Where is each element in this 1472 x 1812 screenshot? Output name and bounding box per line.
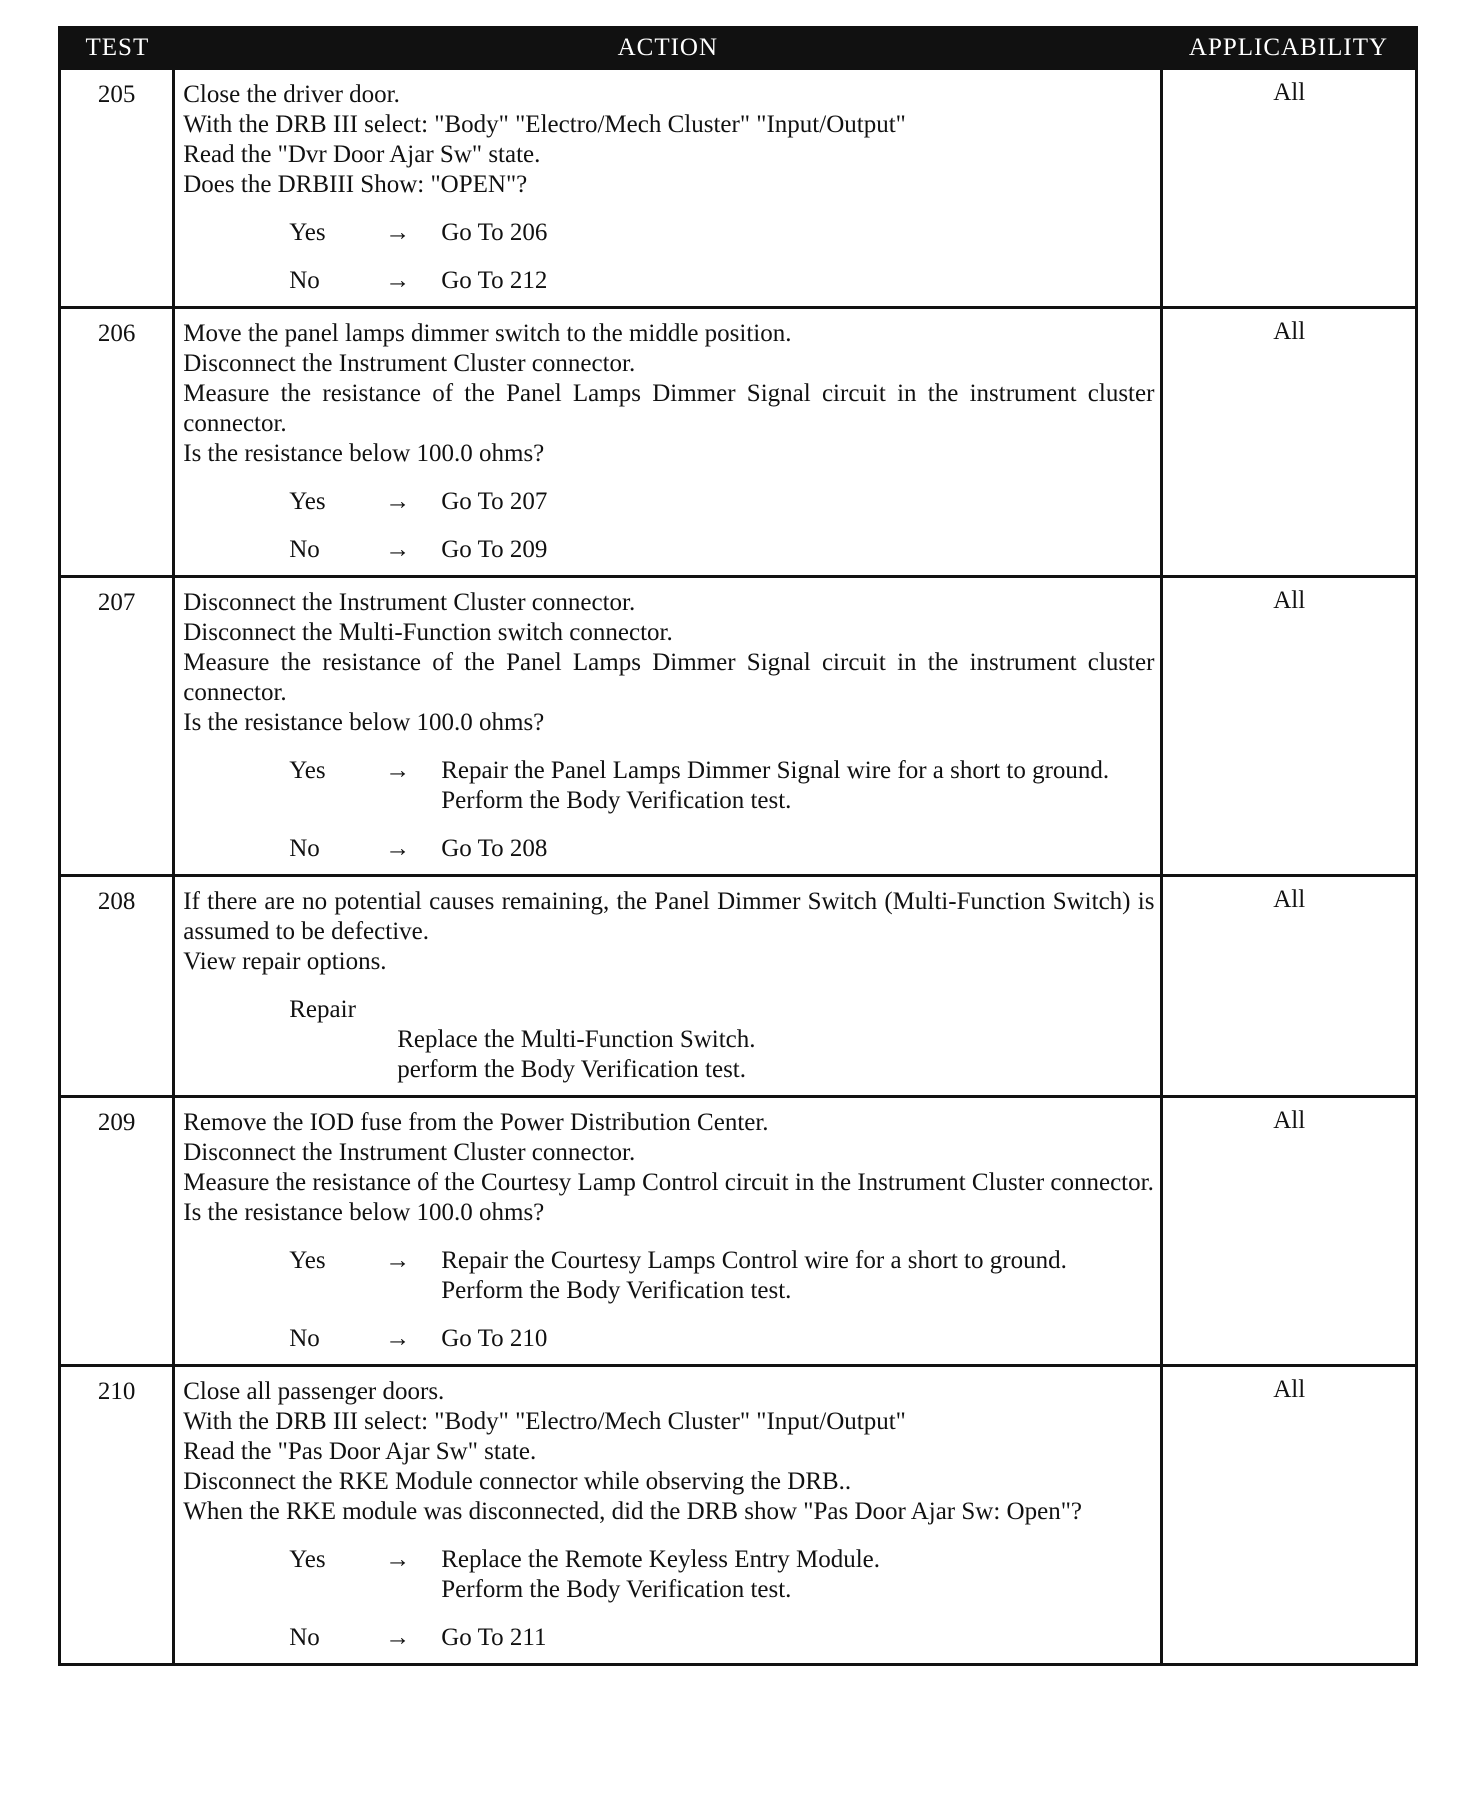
arrow-icon: → [385, 1546, 411, 1573]
result-no [289, 834, 1154, 864]
action-step: Remove the IOD fuse from the Power Distribution Center. [183, 1109, 769, 1136]
result-response [441, 1545, 1154, 1605]
test-number: 205 [60, 69, 174, 308]
action-step: Is the resistance below 100.0 ohms? [183, 440, 545, 467]
result-no [289, 1623, 1154, 1653]
result-label: Yes [289, 1247, 326, 1274]
result-response [441, 266, 1154, 296]
table-row [60, 308, 1417, 577]
result-yes [289, 756, 1154, 816]
result-line: Go To 209 [441, 536, 548, 563]
repair-steps [397, 1025, 1154, 1085]
action-step: Read the "Dvr Door Ajar Sw" state. [183, 141, 541, 168]
result-line: Go To 211 [441, 1624, 547, 1651]
repair-line: Replace the Multi-Function Switch. [397, 1026, 756, 1053]
applicability-cell: All [1162, 1366, 1417, 1665]
action-step: Disconnect the Instrument Cluster connector. [183, 350, 636, 377]
action-cell [174, 876, 1162, 1097]
result-line: Perform the Body Verification test. [441, 1277, 792, 1304]
action-cell [174, 1097, 1162, 1366]
result-yes [289, 1246, 1154, 1306]
action-step: View repair options. [183, 948, 387, 975]
result-response [441, 756, 1154, 816]
result-response [441, 1246, 1154, 1306]
action-step: Disconnect the Instrument Cluster connector. [183, 589, 636, 616]
action-step: Close the driver door. [183, 81, 400, 108]
action-cell [174, 308, 1162, 577]
arrow-icon: → [385, 1624, 411, 1651]
result-line: Repair the Courtesy Lamps Control wire for a short to ground. [441, 1247, 1067, 1274]
result-response [441, 1324, 1154, 1354]
table-row [60, 1366, 1417, 1665]
action-step: Measure the resistance of the Panel Lamps Dimmer Signal circuit in the instrument cluster connector. [183, 649, 1155, 706]
arrow-icon: → [385, 536, 411, 563]
arrow-icon: → [385, 219, 411, 246]
action-step: Is the resistance below 100.0 ohms? [183, 709, 545, 736]
result-response [441, 487, 1154, 517]
table-row [60, 876, 1417, 1097]
result-line: Go To 210 [441, 1325, 548, 1352]
action-step: With the DRB III select: "Body" "Electro/Mech Cluster" "Input/Output" [183, 111, 906, 138]
test-number: 208 [60, 876, 174, 1097]
result-label: No [289, 1624, 320, 1651]
arrow-icon: → [385, 757, 411, 784]
result-label: No [289, 536, 320, 563]
applicability-cell: All [1162, 308, 1417, 577]
action-step: Is the resistance below 100.0 ohms? [183, 1199, 545, 1226]
repair-line: perform the Body Verification test. [397, 1056, 747, 1083]
action-cell [174, 69, 1162, 308]
result-response [441, 535, 1154, 565]
arrow-icon: → [385, 267, 411, 294]
test-number: 210 [60, 1366, 174, 1665]
result-response [441, 1623, 1154, 1653]
header-action: ACTION [174, 28, 1162, 69]
action-step: With the DRB III select: "Body" "Electro/Mech Cluster" "Input/Output" [183, 1408, 906, 1435]
result-no [289, 266, 1154, 296]
applicability-cell: All [1162, 1097, 1417, 1366]
action-step: If there are no potential causes remaining, the Panel Dimmer Switch (Multi-Function Switch) is assumed to be defective. [183, 888, 1155, 945]
result-line: Go To 206 [441, 219, 548, 246]
action-step: Does the DRBIII Show: "OPEN"? [183, 171, 528, 198]
result-line: Perform the Body Verification test. [441, 1576, 792, 1603]
diagnostic-test-table [58, 26, 1418, 1666]
result-label: Yes [289, 757, 326, 784]
result-response [441, 834, 1154, 864]
action-step: Move the panel lamps dimmer switch to the middle position. [183, 320, 792, 347]
action-step: Disconnect the Instrument Cluster connector. [183, 1139, 636, 1166]
result-label: No [289, 1325, 320, 1352]
action-step: Disconnect the Multi-Function switch connector. [183, 619, 673, 646]
result-label: Yes [289, 1546, 326, 1573]
result-line: Go To 207 [441, 488, 548, 515]
result-no [289, 535, 1154, 565]
result-line: Go To 208 [441, 835, 548, 862]
action-step: Close all passenger doors. [183, 1378, 445, 1405]
table-header-row [60, 28, 1417, 69]
test-number: 207 [60, 577, 174, 876]
arrow-icon: → [385, 488, 411, 515]
applicability-cell: All [1162, 69, 1417, 308]
result-label: No [289, 267, 320, 294]
result-yes [289, 1545, 1154, 1605]
repair-label: Repair [289, 996, 356, 1023]
result-line: Repair the Panel Lamps Dimmer Signal wire for a short to ground. [441, 757, 1110, 784]
result-no [289, 1324, 1154, 1354]
result-label: No [289, 835, 320, 862]
action-step: Read the "Pas Door Ajar Sw" state. [183, 1438, 537, 1465]
header-applicability: APPLICABILITY [1162, 28, 1417, 69]
arrow-icon: → [385, 835, 411, 862]
repair-block [289, 995, 1154, 1085]
result-line: Go To 212 [441, 267, 548, 294]
table-row [60, 69, 1417, 308]
action-cell [174, 1366, 1162, 1665]
table-body [60, 69, 1417, 1665]
action-step: Disconnect the RKE Module connector while observing the DRB.. [183, 1468, 852, 1495]
action-step: Measure the resistance of the Courtesy Lamp Control circuit in the Instrument Cluster connector. [183, 1169, 1154, 1196]
applicability-cell: All [1162, 577, 1417, 876]
result-line: Perform the Body Verification test. [441, 787, 792, 814]
result-label: Yes [289, 219, 326, 246]
table-row [60, 577, 1417, 876]
header-test: TEST [60, 28, 174, 69]
action-step: When the RKE module was disconnected, did the DRB show "Pas Door Ajar Sw: Open"? [183, 1498, 1082, 1525]
result-response [441, 218, 1154, 248]
result-yes [289, 487, 1154, 517]
action-cell [174, 577, 1162, 876]
test-number: 206 [60, 308, 174, 577]
result-line: Replace the Remote Keyless Entry Module. [441, 1546, 881, 1573]
table-row [60, 1097, 1417, 1366]
applicability-cell: All [1162, 876, 1417, 1097]
result-yes [289, 218, 1154, 248]
arrow-icon: → [385, 1325, 411, 1352]
test-number: 209 [60, 1097, 174, 1366]
arrow-icon: → [385, 1247, 411, 1274]
result-label: Yes [289, 488, 326, 515]
action-step: Measure the resistance of the Panel Lamps Dimmer Signal circuit in the instrument cluster connector. [183, 380, 1155, 437]
